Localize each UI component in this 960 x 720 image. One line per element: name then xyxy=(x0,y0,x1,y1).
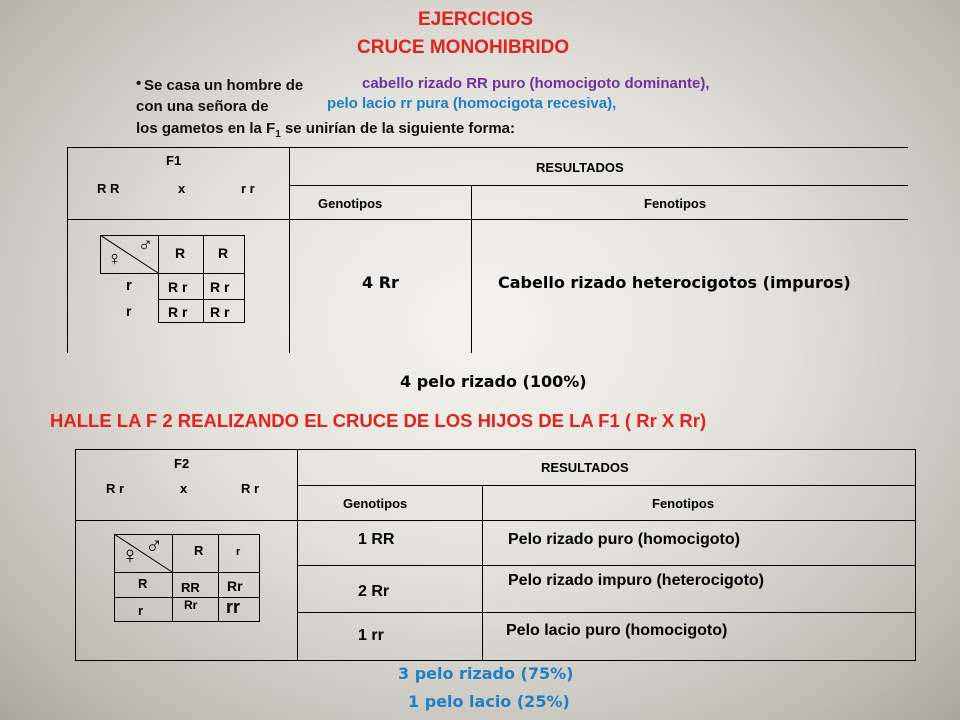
intro-line3-sub: 1 xyxy=(275,129,281,140)
f2-phenotype-3: Pelo lacio puro (homocigoto) xyxy=(506,622,728,639)
f2-results-header: RESULTADOS xyxy=(541,460,629,475)
title-cruce-monohibrido: CRUCE MONOHIBRIDO xyxy=(357,37,570,58)
punnett1-c12: R r xyxy=(210,279,230,295)
summary-f2-lacio: 1 pelo lacio (25%) xyxy=(408,692,570,711)
intro-line2-highlight: pelo lacio rr pura (homocigota recesiva), xyxy=(327,95,617,112)
intro-bullet: • xyxy=(136,75,142,92)
f2-genotype-3: 1 rr xyxy=(358,627,384,644)
punnett2-c12: Rr xyxy=(227,578,243,594)
punnett2-col2: r xyxy=(236,546,241,558)
f2-phenotype-2: Pelo rizado impuro (heterocigoto) xyxy=(508,572,765,589)
summary-f2-rizado: 3 pelo rizado (75%) xyxy=(398,664,574,683)
punnett2-row1: R xyxy=(138,576,148,591)
intro-line3 xyxy=(136,120,515,140)
intro-line3-b: se unirían de la siguiente forma: xyxy=(280,120,516,137)
f1-col-fenotipos: Fenotipos xyxy=(644,196,707,211)
f1-results-header: RESULTADOS xyxy=(536,160,624,175)
f2-phenotype-1: Pelo rizado puro (homocigoto) xyxy=(508,531,740,548)
punnett2-row2: r xyxy=(138,603,144,618)
punnett2-c21: Rr xyxy=(184,598,198,612)
f1-phenotype: Cabello rizado heterocigotos (impuros) xyxy=(498,273,851,292)
f1-label: F1 xyxy=(166,153,182,168)
summary-f1: 4 pelo rizado (100%) xyxy=(400,372,587,391)
f2-col-genotipos: Genotipos xyxy=(343,496,408,511)
f1-cross-x: x xyxy=(178,181,186,196)
intro-line2: con una señora de xyxy=(136,98,269,115)
f1-cross-left: R R xyxy=(97,181,120,196)
punnett1-row2: r xyxy=(126,303,132,319)
male-symbol-icon: ♂ xyxy=(138,234,153,256)
f2-genotype-2: 2 Rr xyxy=(358,583,390,600)
f2-genotype-1: 1 RR xyxy=(358,531,395,548)
punnett1-c22: R r xyxy=(210,304,230,320)
f2-cross-right: R r xyxy=(241,481,260,496)
punnett1-c21: R r xyxy=(168,304,188,320)
punnett1-col1: R xyxy=(175,245,186,261)
instruction-f2: HALLE LA F 2 REALIZANDO EL CRUCE DE LOS HIJOS DE LA F1 ( Rr X Rr) xyxy=(50,410,707,431)
f1-genotype: 4 Rr xyxy=(362,273,399,292)
female-symbol-icon: ♀ xyxy=(107,248,122,270)
f1-col-genotipos: Genotipos xyxy=(318,196,383,211)
f2-label: F2 xyxy=(174,456,190,471)
f1-cross-right: r r xyxy=(241,181,255,196)
female-symbol-icon: ♀ xyxy=(121,542,139,569)
f2-cross-left: R r xyxy=(106,481,125,496)
intro-line3-a: los gametos en la F xyxy=(136,120,276,137)
f2-col-fenotipos: Fenotipos xyxy=(652,496,715,511)
title-ejercicios: EJERCICIOS xyxy=(418,9,534,30)
punnett2-c11: RR xyxy=(181,580,200,595)
punnett2-c22: rr xyxy=(226,597,241,617)
f2-cross-x: x xyxy=(180,481,188,496)
intro-line1: Se casa un hombre de xyxy=(144,77,304,94)
punnett1-c11: R r xyxy=(168,279,188,295)
punnett1-col2: R xyxy=(218,245,229,261)
punnett1-row1: r xyxy=(126,277,132,294)
intro-line1-highlight: cabello rizado RR puro (homocigoto dominante), xyxy=(362,75,710,92)
punnett2-col1: R xyxy=(194,543,204,558)
male-symbol-icon: ♂ xyxy=(145,532,163,559)
